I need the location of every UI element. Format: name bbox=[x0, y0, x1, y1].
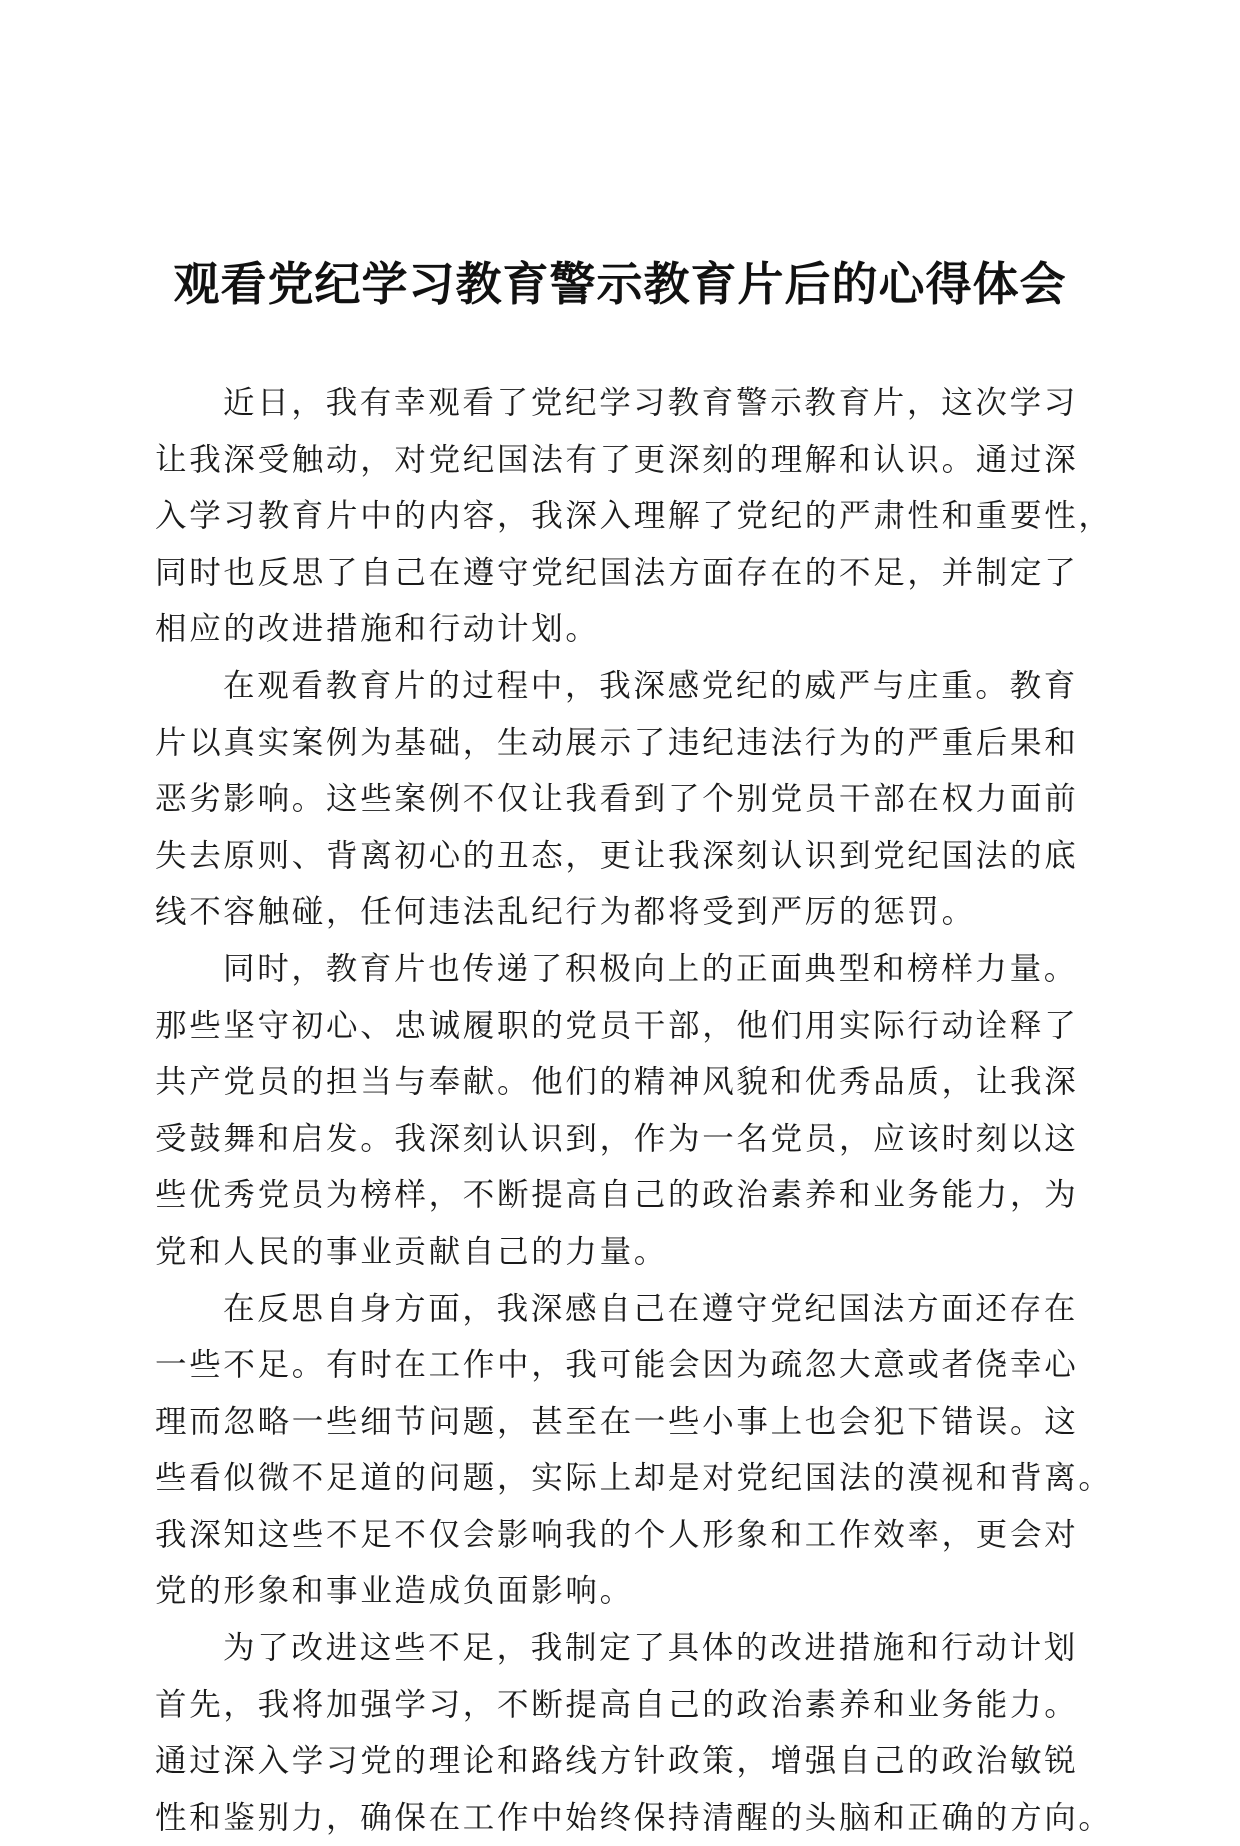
paragraph-line: 为了改进这些不足，我制定了具体的改进措施和行动计划 bbox=[223, 1630, 1079, 1667]
paragraph-line: 些看似微不足道的问题，实际上却是对党纪国法的漠视和背离。 bbox=[155, 1460, 1113, 1497]
paragraph-line: 相应的改进措施和行动计划。 bbox=[155, 611, 600, 648]
paragraph-1 bbox=[155, 375, 1113, 658]
paragraph-line: 近日，我有幸观看了党纪学习教育警示教育片，这次学习 bbox=[223, 385, 1079, 421]
paragraph-line: 在观看教育片的过程中，我深感党纪的威严与庄重。教育 bbox=[223, 667, 1079, 704]
paragraph-line: 党和人民的事业贡献自己的力量。 bbox=[155, 1233, 669, 1270]
paragraph-4 bbox=[155, 1281, 1113, 1621]
paragraph-line: 些优秀党员为榜样，不断提高自己的政治素养和业务能力，为 bbox=[155, 1177, 1079, 1214]
paragraph-line: 线不容触碰，任何违法乱纪行为都将受到严厉的惩罚。 bbox=[155, 894, 976, 931]
paragraph-line: 同时也反思了自己在遵守党纪国法方面存在的不足，并制定了 bbox=[155, 554, 1079, 591]
paragraph-2 bbox=[155, 658, 1085, 941]
paragraph-line: 理而忽略一些细节问题，甚至在一些小事上也会犯下错误。这 bbox=[155, 1403, 1079, 1440]
paragraph-5 bbox=[155, 1620, 1113, 1846]
paragraph-line: 恶劣影响。这些案例不仅让我看到了个别党员干部在权力面前 bbox=[155, 781, 1079, 818]
paragraph-line: 通过深入学习党的理论和路线方针政策，增强自己的政治敏锐 bbox=[155, 1743, 1079, 1780]
paragraph-line: 在反思自身方面，我深感自己在遵守党纪国法方面还存在 bbox=[223, 1290, 1079, 1327]
paragraph-line: 党的形象和事业造成负面影响。 bbox=[155, 1573, 634, 1610]
paragraph-line: 受鼓舞和启发。我深刻认识到，作为一名党员，应该时刻以这 bbox=[155, 1120, 1079, 1157]
paragraph-line: 我深知这些不足不仅会影响我的个人形象和工作效率，更会对 bbox=[155, 1516, 1079, 1553]
paragraph-line: 片以真实案例为基础，生动展示了违纪违法行为的严重后果和 bbox=[155, 724, 1079, 761]
paragraph-line: 同时，教育片也传递了积极向上的正面典型和榜样力量。 bbox=[223, 950, 1079, 987]
document-body bbox=[155, 375, 1113, 1846]
paragraph-line: 一些不足。有时在工作中，我可能会因为疏忽大意或者侥幸心 bbox=[155, 1347, 1079, 1384]
paragraph-3 bbox=[155, 941, 1085, 1281]
paragraph-line: 共产党员的担当与奉献。他们的精神风貌和优秀品质，让我深 bbox=[155, 1064, 1079, 1101]
document-title: 观看党纪学习教育警示教育片后的心得体会 bbox=[173, 257, 1067, 311]
paragraph-line: 失去原则、背离初心的丑态，更让我深刻认识到党纪国法的底 bbox=[155, 837, 1079, 874]
paragraph-line: 首先，我将加强学习，不断提高自己的政治素养和业务能力。 bbox=[155, 1686, 1079, 1723]
paragraph-line: 让我深受触动，对党纪国法有了更深刻的理解和认识。通过深 bbox=[155, 441, 1079, 478]
paragraph-line: 入学习教育片中的内容，我深入理解了党纪的严肃性和重要性， bbox=[155, 498, 1113, 535]
paragraph-line: 性和鉴别力，确保在工作中始终保持清醒的头脑和正确的方向。 bbox=[155, 1799, 1113, 1836]
paragraph-line: 那些坚守初心、忠诚履职的党员干部，他们用实际行动诠释了 bbox=[155, 1007, 1079, 1044]
